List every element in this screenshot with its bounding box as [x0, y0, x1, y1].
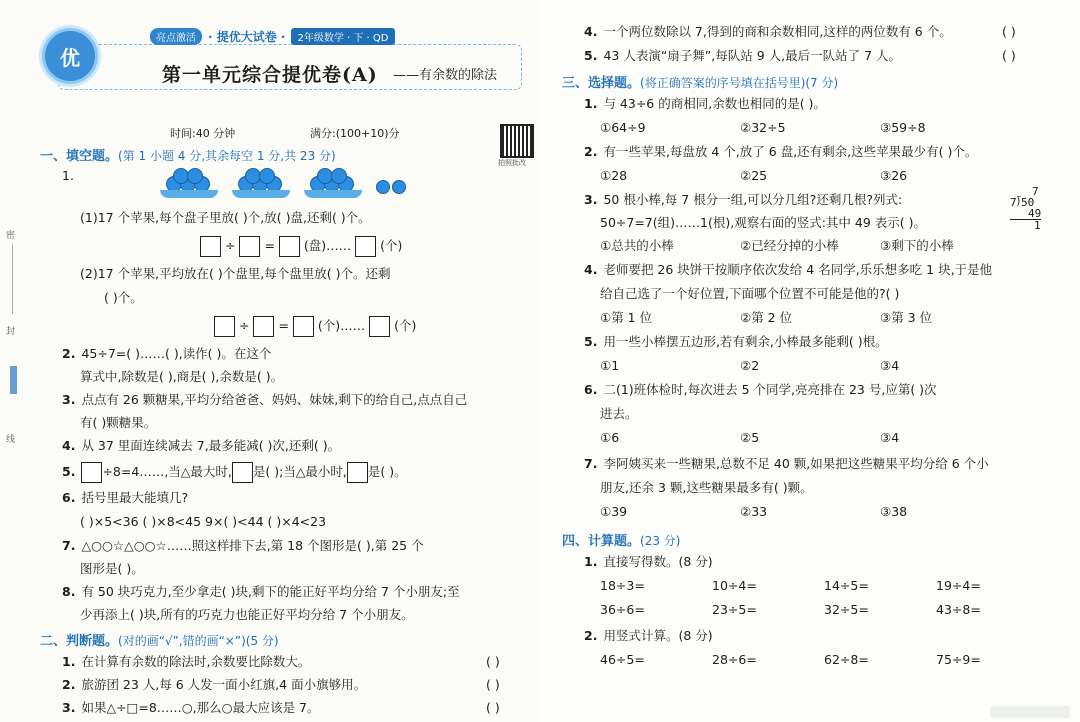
choice-7-cont: 朋友,还余 3 颗,这些糖果最多有( )颗。 [600, 480, 813, 495]
calc-item: 28÷6= [712, 652, 757, 667]
choice-5-options [600, 358, 899, 374]
judge-3: 3. 如果△÷□=8……○,那么○最大应该是 7。 [62, 700, 320, 715]
vdiv-product: 49 [1010, 208, 1041, 220]
question-3-cont: 有( )颗糖果。 [80, 415, 157, 430]
option[interactable]: ③26 [880, 168, 908, 183]
question-6-items: ( )×5<36 ( )×8<45 9×( )<44 ( )×4<23 [80, 514, 327, 529]
section-title: 二、判断题。 [40, 634, 119, 649]
vdiv-remainder: 1 [1034, 219, 1041, 232]
judge-2: 2. 旅游团 23 人,每 6 人发一面小红旗,4 面小旗够用。 [62, 677, 367, 692]
question-3: 3. 点点有 26 颗糖果,平均分给爸爸、妈妈、妹妹,剩下的给自己,点点自己 [62, 392, 468, 407]
exam-score: 满分:(100+10)分 [310, 127, 400, 140]
answer-paren[interactable]: ( ) [1002, 48, 1016, 63]
question-2: 2. 45÷7=( )……( ),读作( )。在这个 [62, 346, 272, 361]
calc-item: 18÷3= [600, 578, 645, 593]
choice-4-cont: 给自己选了一个好位置,下面哪个位置不可能是他的?( ) [600, 286, 900, 301]
section-calculation [562, 530, 680, 549]
ribbon-grade: 2年级数学 · 下 · QD [291, 28, 394, 45]
calc-2: 2. 用竖式计算。(8 分) [584, 628, 713, 643]
calc-item: 62÷8= [824, 652, 869, 667]
vdiv-dividend: 7⟌50 [1010, 196, 1035, 209]
option[interactable]: ③4 [880, 430, 900, 445]
choice-3-cont: 50÷7=7(组)……1(根),观察右面的竖式:其中 49 表示( )。 [600, 215, 926, 230]
section-fill-blank [40, 145, 336, 164]
option[interactable]: ①6 [600, 430, 620, 445]
question-4: 4. 从 37 里面连续减去 7,最多能减( )次,还剩( )。 [62, 438, 341, 453]
gutter-label-bottom: 线 [6, 435, 16, 445]
answer-paren[interactable]: ( ) [486, 654, 500, 669]
excellence-badge-icon: 优 [42, 28, 98, 84]
question-8-cont: 少再添上( )块,所有的巧克力也能正好平均分给 7 个小朋友。 [80, 607, 414, 622]
calc-item: 10÷4= [712, 578, 757, 593]
answer-box[interactable] [347, 462, 368, 483]
question-5: 5. ÷8=4……,当△最大时, 是( );当△最小时, 是( )。 [62, 462, 407, 483]
header-ribbon [150, 28, 395, 44]
calc-row-2 [600, 602, 981, 618]
option[interactable]: ③第 3 位 [880, 310, 933, 325]
option[interactable]: ①39 [600, 504, 628, 519]
answer-paren[interactable]: ( ) [486, 700, 500, 715]
judge-1: 1. 在计算有余数的除法时,余数要比除数大。 [62, 654, 311, 669]
section-true-false [40, 630, 279, 649]
answer-box[interactable] [369, 316, 390, 337]
choice-3-options [600, 238, 954, 254]
option[interactable]: ②2 [740, 358, 760, 373]
ribbon-series: · 提优大试卷 · [208, 29, 286, 44]
option[interactable]: ②25 [740, 168, 768, 183]
choice-7: 7. 李阿姨买来一些糖果,总数不足 40 颗,如果把这些糖果平均分给 6 个小 [584, 456, 989, 471]
calc-row-3 [600, 652, 981, 668]
ribbon-tag-left: 亮点激活 [150, 28, 202, 45]
answer-box[interactable] [200, 236, 221, 257]
watermark-logo [990, 706, 1070, 718]
gutter-label-top: 密 [6, 231, 16, 241]
loose-apples-icon [376, 180, 406, 198]
calc-item: 32÷5= [824, 602, 869, 617]
answer-box[interactable] [253, 316, 274, 337]
gutter-marker [10, 366, 17, 394]
question-6: 6. 括号里最大能填几? [62, 490, 189, 505]
qr-label: 拍照批改 [498, 159, 526, 167]
long-division-figure [1010, 186, 1041, 231]
section-choice [562, 72, 838, 91]
option[interactable]: ③剩下的小棒 [880, 238, 954, 253]
calc-item: 43÷8= [936, 602, 981, 617]
q1-part2-cont: ( )个。 [104, 290, 143, 305]
answer-box[interactable] [232, 462, 253, 483]
page-subtitle: ——有余数的除法 [393, 68, 498, 83]
page-title: 第一单元综合提优卷(A) [162, 64, 378, 86]
choice-6: 6. 二(1)班体检时,每次进去 5 个同学,亮亮排在 23 号,应第( )次 [584, 382, 937, 397]
choice-1-options [600, 120, 926, 136]
vdiv-quotient: 7 [1032, 185, 1039, 198]
q1-part2: (2)17 个苹果,平均放在( )个盘里,每个盘里放( )个。还剩 [80, 266, 391, 281]
calc-row-1 [600, 578, 981, 594]
option[interactable]: ①第 1 位 [600, 310, 653, 325]
calc-item: 23÷5= [712, 602, 757, 617]
answer-box[interactable] [81, 462, 102, 483]
section-note: (第 1 小题 4 分,其余每空 1 分,共 23 分) [118, 149, 336, 163]
qr-code-icon[interactable] [500, 124, 534, 158]
calc-item: 36÷6= [600, 602, 645, 617]
section-title: 四、计算题。 [562, 534, 641, 549]
choice-6-cont: 进去。 [600, 406, 638, 421]
q1-part2-equation: ÷ = (个)…… (个) [214, 316, 416, 337]
section-note: (对的画“√”,错的画“×”)(5 分) [118, 634, 279, 648]
option[interactable]: ③59÷8 [880, 120, 926, 135]
choice-3: 3. 50 根小棒,每 7 根分一组,可以分几组?还剩几根?列式: [584, 192, 903, 207]
binding-gutter [0, 200, 26, 470]
option[interactable]: ②第 2 位 [740, 310, 793, 325]
q1-part1-equation: ÷ = (盘)…… (个) [200, 236, 402, 257]
calc-1: 1. 直接写得数。(8 分) [584, 554, 713, 569]
option[interactable]: ①总共的小棒 [600, 238, 674, 253]
answer-paren[interactable]: ( ) [1002, 24, 1016, 39]
plate-icon [160, 168, 218, 198]
choice-4: 4. 老师要把 26 块饼干按顺序依次发给 4 名同学,乐乐想多吃 1 块,于是他 [584, 262, 993, 277]
judge-5: 5. 43 人表演“扇子舞”,每队站 9 人,最后一队站了 7 人。 [584, 48, 902, 63]
plate-icon [232, 168, 290, 198]
option[interactable]: ①64÷9 [600, 120, 646, 135]
answer-box[interactable] [279, 236, 300, 257]
section-title: 一、填空题。 [40, 149, 119, 164]
answer-box[interactable] [355, 236, 376, 257]
choice-5: 5. 用一些小棒摆五边形,若有剩余,小棒最多能剩( )根。 [584, 334, 888, 349]
calc-item: 75÷9= [936, 652, 981, 667]
calc-item: 46÷5= [600, 652, 645, 667]
choice-1: 1. 与 43÷6 的商相同,余数也相同的是( )。 [584, 96, 826, 111]
question-7: 7. △○○☆△○○☆……照这样排下去,第 18 个图形是( ),第 25 个 [62, 538, 424, 553]
exam-time: 时间:40 分钟 [170, 127, 236, 140]
option[interactable]: ①1 [600, 358, 620, 373]
section-note: (23 分) [640, 534, 681, 548]
option[interactable]: ③38 [880, 504, 908, 519]
option[interactable]: ①28 [600, 168, 628, 183]
gutter-line [12, 244, 13, 314]
plate-icon [304, 168, 362, 198]
option[interactable]: ③4 [880, 358, 900, 373]
choice-2: 2. 有一些苹果,每盘放 4 个,放了 6 盘,还有剩余,这些苹果最少有( )个。 [584, 144, 978, 159]
question-number: 1. [62, 168, 74, 183]
question-7-cont: 图形是( )。 [80, 561, 144, 576]
option[interactable]: ②32÷5 [740, 120, 786, 135]
choice-4-options [600, 310, 932, 326]
choice-7-options [600, 504, 907, 520]
answer-box[interactable] [293, 316, 314, 337]
section-note: (将正确答案的序号填在括号里)(7 分) [640, 76, 839, 90]
question-8: 8. 有 50 块巧克力,至少拿走( )块,剩下的能正好平均分给 7 个小朋友;至 [62, 584, 460, 599]
gutter-label-mid: 封 [6, 327, 16, 337]
section-title: 三、选择题。 [562, 76, 641, 91]
choice-6-options [600, 430, 899, 446]
q1-part1: (1)17 个苹果,每个盘子里放( )个,放( )盘,还剩( )个。 [80, 210, 371, 225]
answer-box[interactable] [239, 236, 260, 257]
calc-item: 14÷5= [824, 578, 869, 593]
judge-4: 4. 一个两位数除以 7,得到的商和余数相同,这样的两位数有 6 个。 [584, 24, 952, 39]
option[interactable]: ②5 [740, 430, 760, 445]
option[interactable]: ②已经分掉的小棒 [740, 238, 839, 253]
choice-2-options [600, 168, 907, 184]
apple-illustration [160, 168, 406, 198]
answer-paren[interactable]: ( ) [486, 677, 500, 692]
question-2-cont: 算式中,除数是( ),商是( ),余数是( )。 [80, 369, 284, 384]
option[interactable]: ②33 [740, 504, 768, 519]
calc-item: 19÷4= [936, 578, 981, 593]
answer-box[interactable] [214, 316, 235, 337]
